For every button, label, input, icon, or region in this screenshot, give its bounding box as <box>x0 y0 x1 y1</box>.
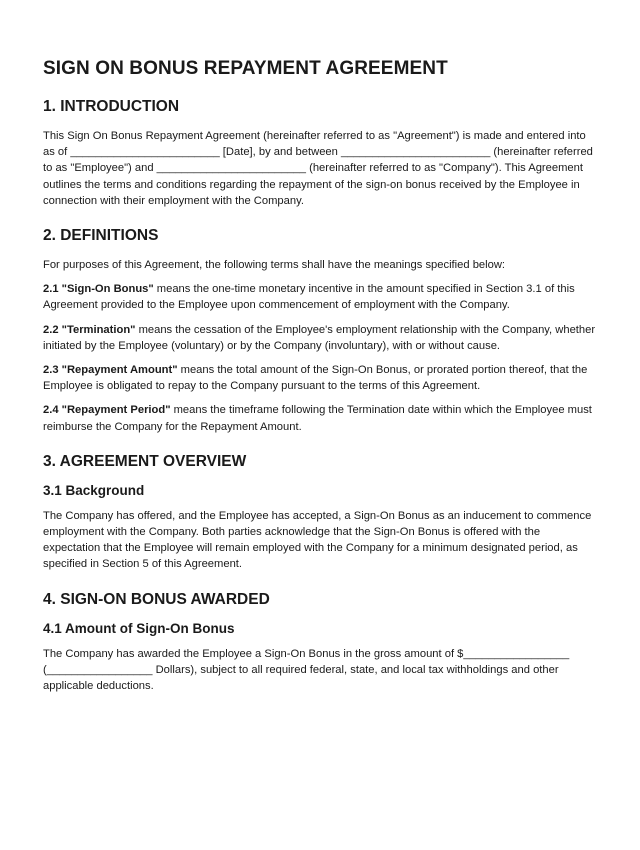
definition-repayment-amount <box>43 362 600 394</box>
background-paragraph: The Company has offered, and the Employee has accepted, a Sign-On Bonus as an inducement to commence employment with the Company. Both parties acknowledge that the Sign-On Bonus is offered with the expectation that the Employee will remain employed with the Company for a minimum designated period, as specified in Section 5 of this Agreement. <box>43 509 592 571</box>
section-heading-sign-on-bonus-awarded: 4. SIGN-ON BONUS AWARDED <box>43 590 270 608</box>
section-heading-definitions: 2. DEFINITIONS <box>43 227 159 245</box>
definition-text: means the one-time monetary incentive in the amount specified in Section 3.1 of this Agreement provided to the Employee upon commencement of employment with the Company. <box>43 283 575 312</box>
document-title: SIGN ON BONUS REPAYMENT AGREEMENT <box>43 58 448 79</box>
introduction-paragraph: This Sign On Bonus Repayment Agreement (hereinafter referred to as "Agreement") is made and entered into as of ________________________ [Date], by and between ________________________ (hereinafter referred to as "Employee") and ________________________ (hereinafter referred to as "Company"). This Agreement outlines the terms and conditions regarding the repayment of the sign-on bonus received by the Employee in connection with their employment with the Company. <box>43 130 593 207</box>
definition-text: means the cessation of the Employee's employment relationship with the Company, whether initiated by the Employee (voluntary) or by the Company (involuntary), with or without cause. <box>43 323 596 352</box>
amount-paragraph: The Company has awarded the Employee a Sign-On Bonus in the gross amount of $_________________ (_________________ Dollars), subject to all required federal, state, and local tax withholdings and other applicable deductions. <box>43 647 570 693</box>
definition-term: 2.4 "Repayment Period" <box>43 404 171 417</box>
definition-sign-on-bonus <box>43 281 600 313</box>
section-heading-introduction: 1. INTRODUCTION <box>43 98 180 115</box>
definition-text: means the total amount of the Sign-On Bonus, or prorated portion thereof, that the Employee is obligated to repay to the Company pursuant to the terms of this Agreement. <box>43 364 588 393</box>
section-heading-agreement-overview: 3. AGREEMENT OVERVIEW <box>43 452 247 470</box>
subsection-heading-background: 3.1 Background <box>43 482 145 498</box>
definition-term: 2.2 "Termination" <box>43 323 136 336</box>
definition-repayment-period <box>43 402 600 434</box>
definition-text: means the timeframe following the Termination date within which the Employee must reimburse the Company for the Repayment Amount. <box>43 404 592 433</box>
subsection-heading-amount: 4.1 Amount of Sign-On Bonus <box>43 620 235 636</box>
definition-term: 2.1 "Sign-On Bonus" <box>43 283 154 296</box>
definition-term: 2.3 "Repayment Amount" <box>43 364 178 377</box>
definitions-intro: For purposes of this Agreement, the following terms shall have the meanings specified below: <box>43 259 506 272</box>
definition-termination <box>43 322 600 354</box>
